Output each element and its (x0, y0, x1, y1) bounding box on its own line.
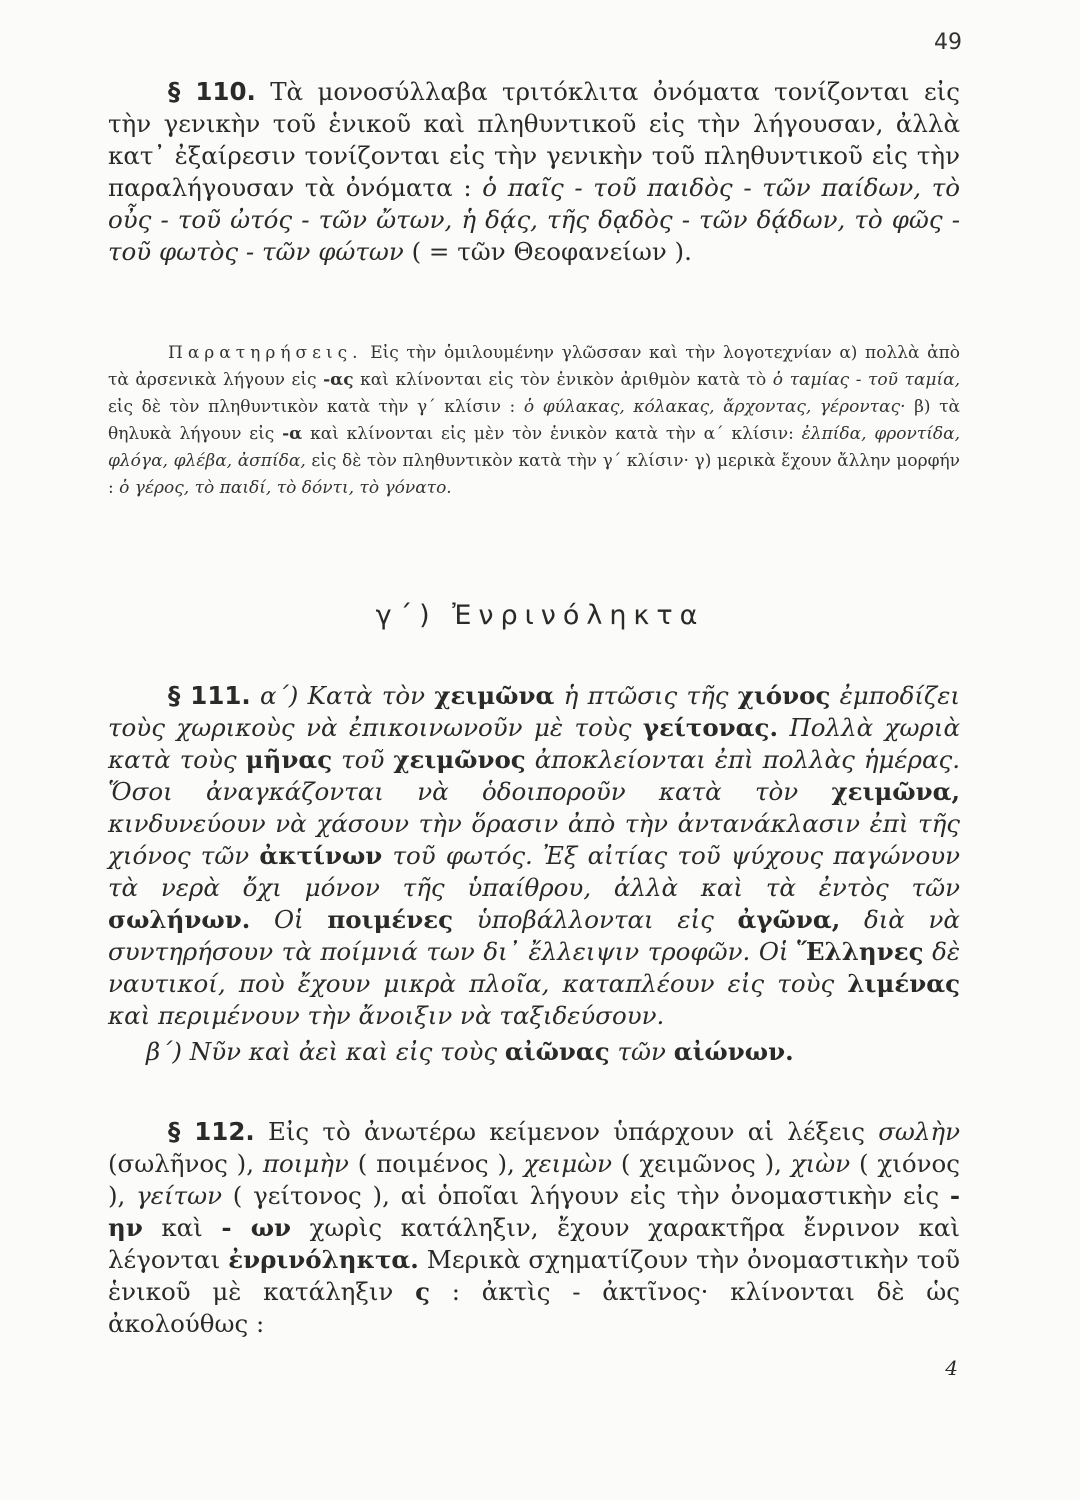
s112-e3: χειμὼν (523, 1149, 613, 1178)
s112-t8: χωρὶς κατάληξιν, ἔχουν χαρακτῆρα ἔνρινον καὶ λέγονται (108, 1213, 961, 1274)
s111-w2: χιόνος (737, 681, 831, 710)
s112-e4: χιὼν (790, 1149, 851, 1178)
s111-s1: Κατὰ τὸν (307, 681, 426, 710)
section-111-part-b (146, 1036, 960, 1068)
s112-e5: γείτων (136, 1181, 222, 1210)
section-110-examples: ὁ παῖς - τοῦ παιδὸς - τῶν παίδων, τὸ οὖς - τοῦ ὠτός - τῶν ὤτων, ἡ δᾴς, τῆς δᾳδὸς - τῶν δᾴδων, τὸ φῶς - τοῦ φωτὸς - τῶν φώτων (108, 173, 961, 266)
s111-w8: σωλήνων. (108, 905, 251, 934)
s111-b1: Νῦν καὶ ἀεὶ καὶ εἰς τοὺς (189, 1037, 498, 1066)
s111-w1: χειμῶνα (434, 681, 555, 710)
remarks (108, 340, 960, 502)
s112-end-wn: - ων (221, 1213, 292, 1242)
s111-s5: τοῦ (341, 745, 385, 774)
remarks-text-1: Εἰς τὴν ὁμιλουμένην γλῶσσαν καὶ τὴν λογοτεχνίαν α) πολλὰ ἀπὸ τὰ ἀρσενικὰ λήγουν εἰς (108, 343, 960, 390)
remarks-text-2: καὶ κλίνονται εἰς τὸν ἑνικὸν ἀριθμὸν κατὰ τὸ (360, 370, 767, 390)
s111-w5: χειμῶνος (393, 745, 526, 774)
remarks-text-5: καὶ κλίνονται εἰς μὲν τὸν ἑνικὸν κατὰ τὴν α΄ κλίσιν: (310, 424, 794, 444)
remarks-text-6: εἰς δὲ τὸν πληθυντικὸν κατὰ τὴν γ΄ κλίσιν· γ) μερικὰ ἔχουν ἄλλην μορφήν : (108, 451, 961, 498)
section-111-number: § 111. (168, 681, 251, 710)
section-110-number: § 110. (168, 77, 256, 106)
remarks-ending-as: -ας (323, 370, 354, 390)
s111-w12: λιμένας (847, 969, 960, 998)
s111-s7: κινδυνεύουν νὰ χάσουν τὴν ὅρασιν ἀπὸ τὴν ἀντανάκλασιν ἐπὶ τῆς χιόνος τῶν (108, 809, 960, 870)
remarks-ex-plural: ὁ φύλακας, κόλακας, ἄρχοντας, γέροντας· (523, 397, 906, 417)
remarks-label: Παρατηρήσεις. (168, 343, 363, 363)
s111-w3: γείτονας. (642, 713, 778, 742)
s112-end-hn: - ην (108, 1181, 961, 1242)
s111-w6: χειμῶνα, (831, 777, 960, 806)
s112-t10: : (451, 1277, 461, 1306)
s111-s4: Πολλὰ χωριὰ κατὰ τοὺς (108, 713, 960, 774)
s112-t3: ( ποιμένος ), (357, 1149, 515, 1178)
s111-s3: ἐμποδίζει τοὺς χωρικοὺς νὰ ἐπικοινωνοῦν μὲ τοὺς (108, 681, 960, 742)
section-110-text-2: ( = τῶν Θεοφανείων ). (411, 237, 692, 266)
s111-bw2: αἰώνων. (673, 1037, 794, 1066)
section-112-number: § 112. (168, 1117, 255, 1146)
s112-e2: ποιμὴν (262, 1149, 349, 1178)
part-a-label: α΄) (260, 681, 299, 710)
signature-mark: 4 (945, 1356, 958, 1380)
section-111 (108, 680, 960, 1032)
s111-w9: ποιμένες (327, 905, 454, 934)
s112-end-s: ς (415, 1277, 430, 1306)
s111-s9: Οἱ (273, 905, 304, 934)
s111-s12: δὲ ναυτικοί, ποὺ ἔχουν μικρὰ πλοῖα, καταπλέουν εἰς τοὺς (108, 937, 960, 998)
remarks-ending-a: -α (282, 424, 303, 444)
s111-s2: ἡ πτῶσις τῆς (563, 681, 729, 710)
remarks-text-3: εἰς δὲ τὸν πληθυντικὸν κατὰ τὴν γ΄ κλίσιν : (108, 397, 516, 417)
s112-t6: ( γείτονος ), αἱ ὁποῖαι λήγουν εἰς τὴν ὀνομαστικὴν εἰς (232, 1181, 940, 1210)
section-110 (108, 76, 960, 268)
s111-s10: ὑποβάλλονται εἰς (476, 905, 714, 934)
section-112 (108, 1116, 960, 1340)
remarks-text-4: β) τὰ θηλυκὰ λήγουν εἰς (108, 397, 961, 444)
remarks-ex-fem: ἐλπίδα, φροντίδα, φλόγα, φλέβα, ἀσπίδα, (108, 424, 961, 471)
s112-t2: (σωλῆνος ), (108, 1149, 255, 1178)
s111-b2: τῶν (617, 1037, 666, 1066)
s112-t11: ἀκτὶς - ἀκτῖνος· κλίνονται δὲ ὡς ἀκολούθως : (108, 1277, 960, 1338)
s111-w10: ἀγῶνα, (737, 905, 841, 934)
s111-bw1: αἰῶνας (504, 1037, 610, 1066)
s112-t1: Εἰς τὸ ἀνωτέρω κείμενον ὑπάρχουν αἱ λέξεις (267, 1117, 865, 1146)
s111-w11: Ἕλληνες (797, 937, 924, 966)
s112-t9: Μερικὰ σχηματίζουν τὴν ὀνομαστικὴν τοῦ ἑνικοῦ μὲ κατάληξιν (108, 1245, 960, 1306)
s111-s8: τοῦ φωτός. Ἐξ αἰτίας τοῦ ψύχους παγώνουν τὰ νερὰ ὄχι μόνον τῆς ὑπαίθρου, ἀλλὰ καὶ τὰ ἐντὸς τῶν (108, 841, 960, 902)
remarks-ex-other: ὁ γέρος, τὸ παιδί, τὸ δόντι, τὸ γόνατο. (119, 478, 452, 498)
s112-e1: σωλὴν (878, 1117, 960, 1146)
s112-t4: ( χειμῶνος ), (620, 1149, 782, 1178)
part-b-label: β΄) (146, 1037, 182, 1066)
s112-t7: καὶ (161, 1213, 203, 1242)
s111-s11: διὰ νὰ συντηρήσουν τὰ ποίμνιά των δι᾽ ἔλλειψιν τροφῶν. Οἱ (108, 905, 960, 966)
section-heading: γ΄) Ἐνρινόληκτα (375, 600, 705, 631)
section-110-text-1: Τὰ μονοσύλλαβα τριτόκλιτα ὀνόματα τονίζονται εἰς τὴν γενικὴν τοῦ ἑνικοῦ καὶ πληθυντικοῦ εἰς τὴν λήγουσαν, ἀλλὰ κατ᾽ ἐξαίρεσιν τονίζονται εἰς τὴν γενικὴν τοῦ πληθυντικοῦ εἰς τὴν παραλήγουσαν τὰ ὀνόματα : (108, 77, 960, 202)
s111-w7: ἀκτίνων (259, 841, 383, 870)
s111-w4: μῆνας (245, 745, 333, 774)
s111-s6: ἀποκλείονται ἐπὶ πολλὰς ἡμέρας. Ὅσοι ἀναγκάζονται νὰ ὁδοιποροῦν κατὰ τὸν (108, 745, 961, 806)
s111-s13: καὶ περιμένουν τὴν ἄνοιξιν νὰ ταξιδεύσουν. (108, 1001, 665, 1030)
page-number: 49 (934, 30, 962, 55)
remarks-ex-tamias: ὁ ταμίας - τοῦ ταμία, (772, 370, 961, 390)
s112-term: ἐνρινόληκτα. (228, 1245, 419, 1274)
s112-t5: ( χιόνος ), (108, 1149, 960, 1210)
